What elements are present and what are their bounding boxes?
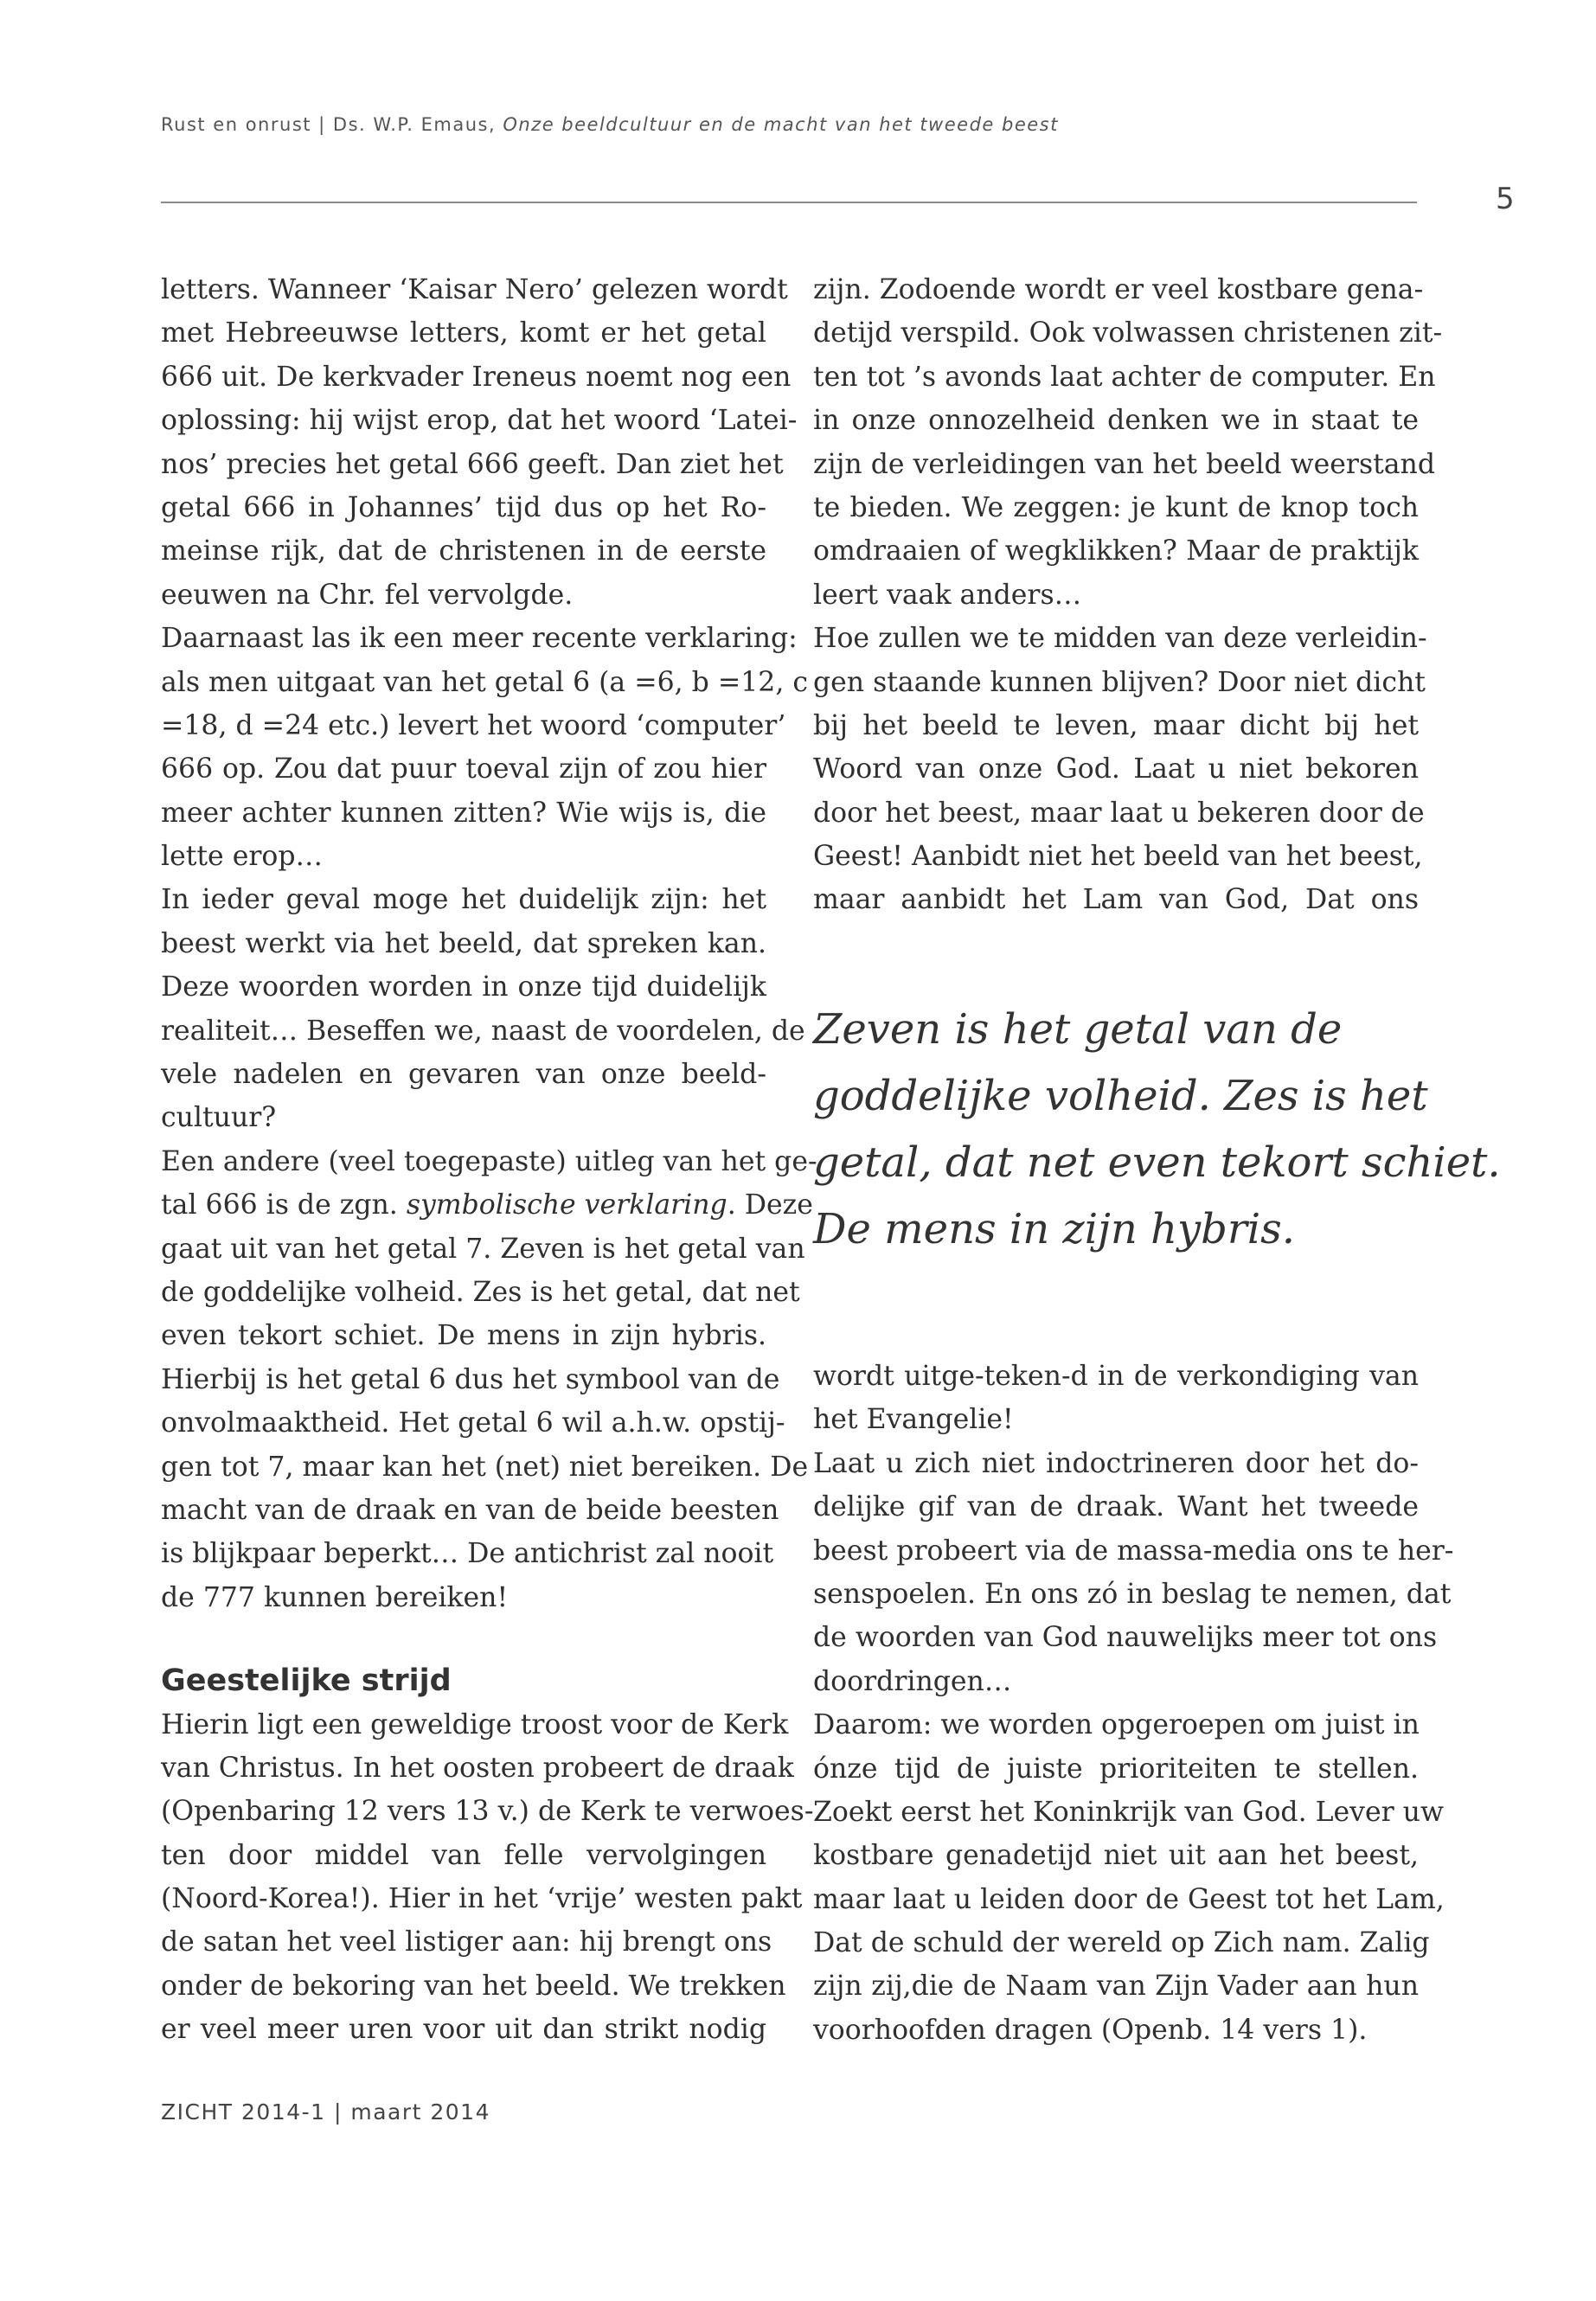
text-line: delijke gif van de draak. Want het tweede: [813, 1491, 1419, 1523]
text-line: cultuur?: [161, 1102, 277, 1134]
text-line: voorhoofden dragen (Openb. 14 vers 1).: [813, 2014, 1368, 2046]
text-line: vele nadelen en gevaren van onze beeld-: [161, 1059, 766, 1091]
left-column: [161, 268, 817, 2052]
text-line: Hierbij is het getal 6 dus het symbool van de: [161, 1363, 780, 1395]
pull-quote-line: De mens in zijn hybris.: [813, 1205, 1296, 1253]
text-line: de satan het veel listiger aan: hij brengt ons: [161, 1926, 772, 1958]
text-line: onder de bekoring van het beeld. We trekken: [161, 1970, 786, 2002]
text-line: wordt uitge-teken-d in de verkondiging van: [813, 1361, 1419, 1392]
text-line: In ieder geval moge het duidelijk zijn: het: [161, 884, 766, 916]
text-line: maar aanbidt het Lam van God, Dat ons: [813, 884, 1419, 916]
text-line: zijn. Zodoende wordt er veel kostbare gena-: [813, 274, 1424, 305]
text-line: is blijkpaar beperkt… De antichrist zal nooit: [161, 1538, 774, 1570]
text-line: Daarom: we worden opgeroepen om juist in: [813, 1709, 1420, 1741]
section-heading: Geestelijke strijd: [161, 1663, 452, 1699]
text-line: Dat de schuld der wereld op Zich nam. Zalig: [813, 1927, 1430, 1959]
text-line: letters. Wanneer ‘Kaisar Nero’ gelezen wordt: [161, 274, 788, 305]
text-line: kostbare genadetijd niet uit aan het beest,: [813, 1840, 1419, 1872]
pull-quote-line: Zeven is het getal van de: [813, 1005, 1343, 1054]
text-line: Deze woorden worden in onze tijd duidelijk: [161, 971, 766, 1003]
text-line: ónze tijd de juiste prioriteiten te stellen.: [813, 1753, 1419, 1785]
pull-quote-line: goddelijke volheid. Zes is het: [813, 1072, 1428, 1120]
text-line: gen staande kunnen blijven? Door niet dicht: [813, 666, 1426, 698]
text-run: tal 666 is de zgn.: [161, 1189, 407, 1221]
text-line: onvolmaaktheid. Het getal 6 wil a.h.w. opstij-: [161, 1407, 785, 1439]
text-line: =18, d =24 etc.) levert het woord ‘computer’: [161, 709, 786, 741]
header-article-title: Onze beeldcultuur en de macht van het tweede beest: [503, 114, 1059, 135]
text-line: gen tot 7, maar kan het (net) niet bereiken. De: [161, 1451, 809, 1483]
pull-quote: [813, 997, 1501, 1263]
text-line: beest werkt via het beeld, dat spreken kan.: [161, 927, 766, 959]
text-line: ten door middel van felle vervolgingen: [161, 1839, 766, 1871]
text-line: ten tot ’s avonds laat achter de computer. En: [813, 361, 1436, 393]
text-line: door het beest, maar laat u bekeren door de: [813, 797, 1425, 829]
text-line: (Openbaring 12 vers 13 v.) de Kerk te verwoes-: [161, 1796, 814, 1828]
text-line: senspoelen. En ons zó in beslag te nemen, dat: [813, 1578, 1452, 1610]
text-line: met Hebreeuwse letters, komt er het getal: [161, 317, 766, 349]
text-line: realiteit… Beseffen we, naast de voordelen, de: [161, 1015, 805, 1047]
text-line: Geest! Aanbidt niet het beeld van het beest,: [813, 841, 1423, 873]
text-line: detijd verspild. Ook volwassen christenen zit-: [813, 317, 1443, 349]
text-line: meinse rijk, dat de christenen in de eerste: [161, 535, 766, 567]
text-line: zijn zij,die de Naam van Zijn Vader aan hun: [813, 1971, 1419, 2003]
right-column-top: [813, 268, 1443, 922]
text-line: leert vaak anders…: [813, 579, 1082, 611]
pull-quote-line: getal, dat net even tekort schiet.: [813, 1138, 1501, 1187]
text-line: Laat u zich niet indoctrineren door het do-: [813, 1447, 1419, 1479]
page-number: 5: [1496, 182, 1515, 216]
header-author: Rust en onrust | Ds. W.P. Emaus,: [161, 114, 503, 135]
text-line: oplossing: hij wijst erop, dat het woord ‘Latei-: [161, 405, 798, 437]
text-line: nos’ precies het getal 666 geeft. Dan ziet het: [161, 448, 784, 480]
text-line: de 777 kunnen bereiken!: [161, 1581, 509, 1613]
text-line: even tekort schiet. De mens in zijn hybris.: [161, 1320, 766, 1352]
text-line: van Christus. In het oosten probeert de draak: [161, 1752, 794, 1784]
text-line: bij het beeld te leven, maar dicht bij het: [813, 709, 1419, 741]
text-line: 666 op. Zou dat puur toeval zijn of zou hier: [161, 753, 766, 785]
text-line: gaat uit van het getal 7. Zeven is het getal van: [161, 1233, 805, 1265]
text-line: te bieden. We zeggen: je kunt de knop toch: [813, 491, 1419, 523]
running-header: [161, 114, 1059, 135]
header-rule: [161, 202, 1417, 203]
text-line: Hoe zullen we te midden van deze verleidin-: [813, 623, 1427, 655]
text-run: . Deze: [727, 1189, 813, 1221]
text-line: eeuwen na Chr. fel vervolgde.: [161, 579, 574, 611]
emphasis-text: symbolische verklaring: [406, 1189, 727, 1221]
page-footer: ZICHT 2014-1 | maart 2014: [161, 2099, 490, 2125]
text-line: beest probeert via de massa-media ons te her-: [813, 1535, 1454, 1567]
text-line: het Evangelie!: [813, 1404, 1014, 1436]
text-line: maar laat u leiden door de Geest tot het Lam,: [813, 1883, 1445, 1915]
text-line: zijn de verleidingen van het beeld weerstand: [813, 448, 1436, 480]
text-line: Een andere (veel toegepaste) uitleg van het ge-: [161, 1145, 817, 1177]
text-line: (Noord-Korea!). Hier in het ‘vrije’ westen pakt: [161, 1883, 803, 1915]
text-line: lette erop…: [161, 841, 324, 873]
text-line: in onze onnozelheid denken we in staat te: [813, 405, 1419, 437]
text-line: meer achter kunnen zitten? Wie wijs is, die: [161, 797, 766, 829]
text-line: de goddelijke volheid. Zes is het getal, dat net: [161, 1276, 800, 1308]
text-line: Daarnaast las ik een meer recente verklaring:: [161, 623, 798, 655]
text-line: Hierin ligt een geweldige troost voor de Kerk: [161, 1708, 789, 1740]
text-line: [161, 1183, 813, 1227]
text-line: 666 uit. De kerkvader Ireneus noemt nog een: [161, 361, 792, 393]
text-line: getal 666 in Johannes’ tijd dus op het Ro-: [161, 491, 766, 523]
text-line: de woorden van God nauwelijks meer tot ons: [813, 1622, 1438, 1654]
text-line: Woord van onze God. Laat u niet bekoren: [813, 753, 1419, 785]
text-line: doordringen…: [813, 1665, 1012, 1697]
text-line: er veel meer uren voor uit dan strikt nodig: [161, 2014, 766, 2046]
text-line: als men uitgaat van het getal 6 (a =6, b =12, c: [161, 666, 808, 698]
text-line: omdraaien of wegklikken? Maar de praktijk: [813, 535, 1419, 567]
text-line: macht van de draak en van de beide beesten: [161, 1494, 779, 1526]
paragraph-spacer: [161, 1619, 766, 1659]
right-column-bottom: [813, 1355, 1454, 2052]
text-line: Zoekt eerst het Koninkrijk van God. Lever uw: [813, 1796, 1444, 1828]
